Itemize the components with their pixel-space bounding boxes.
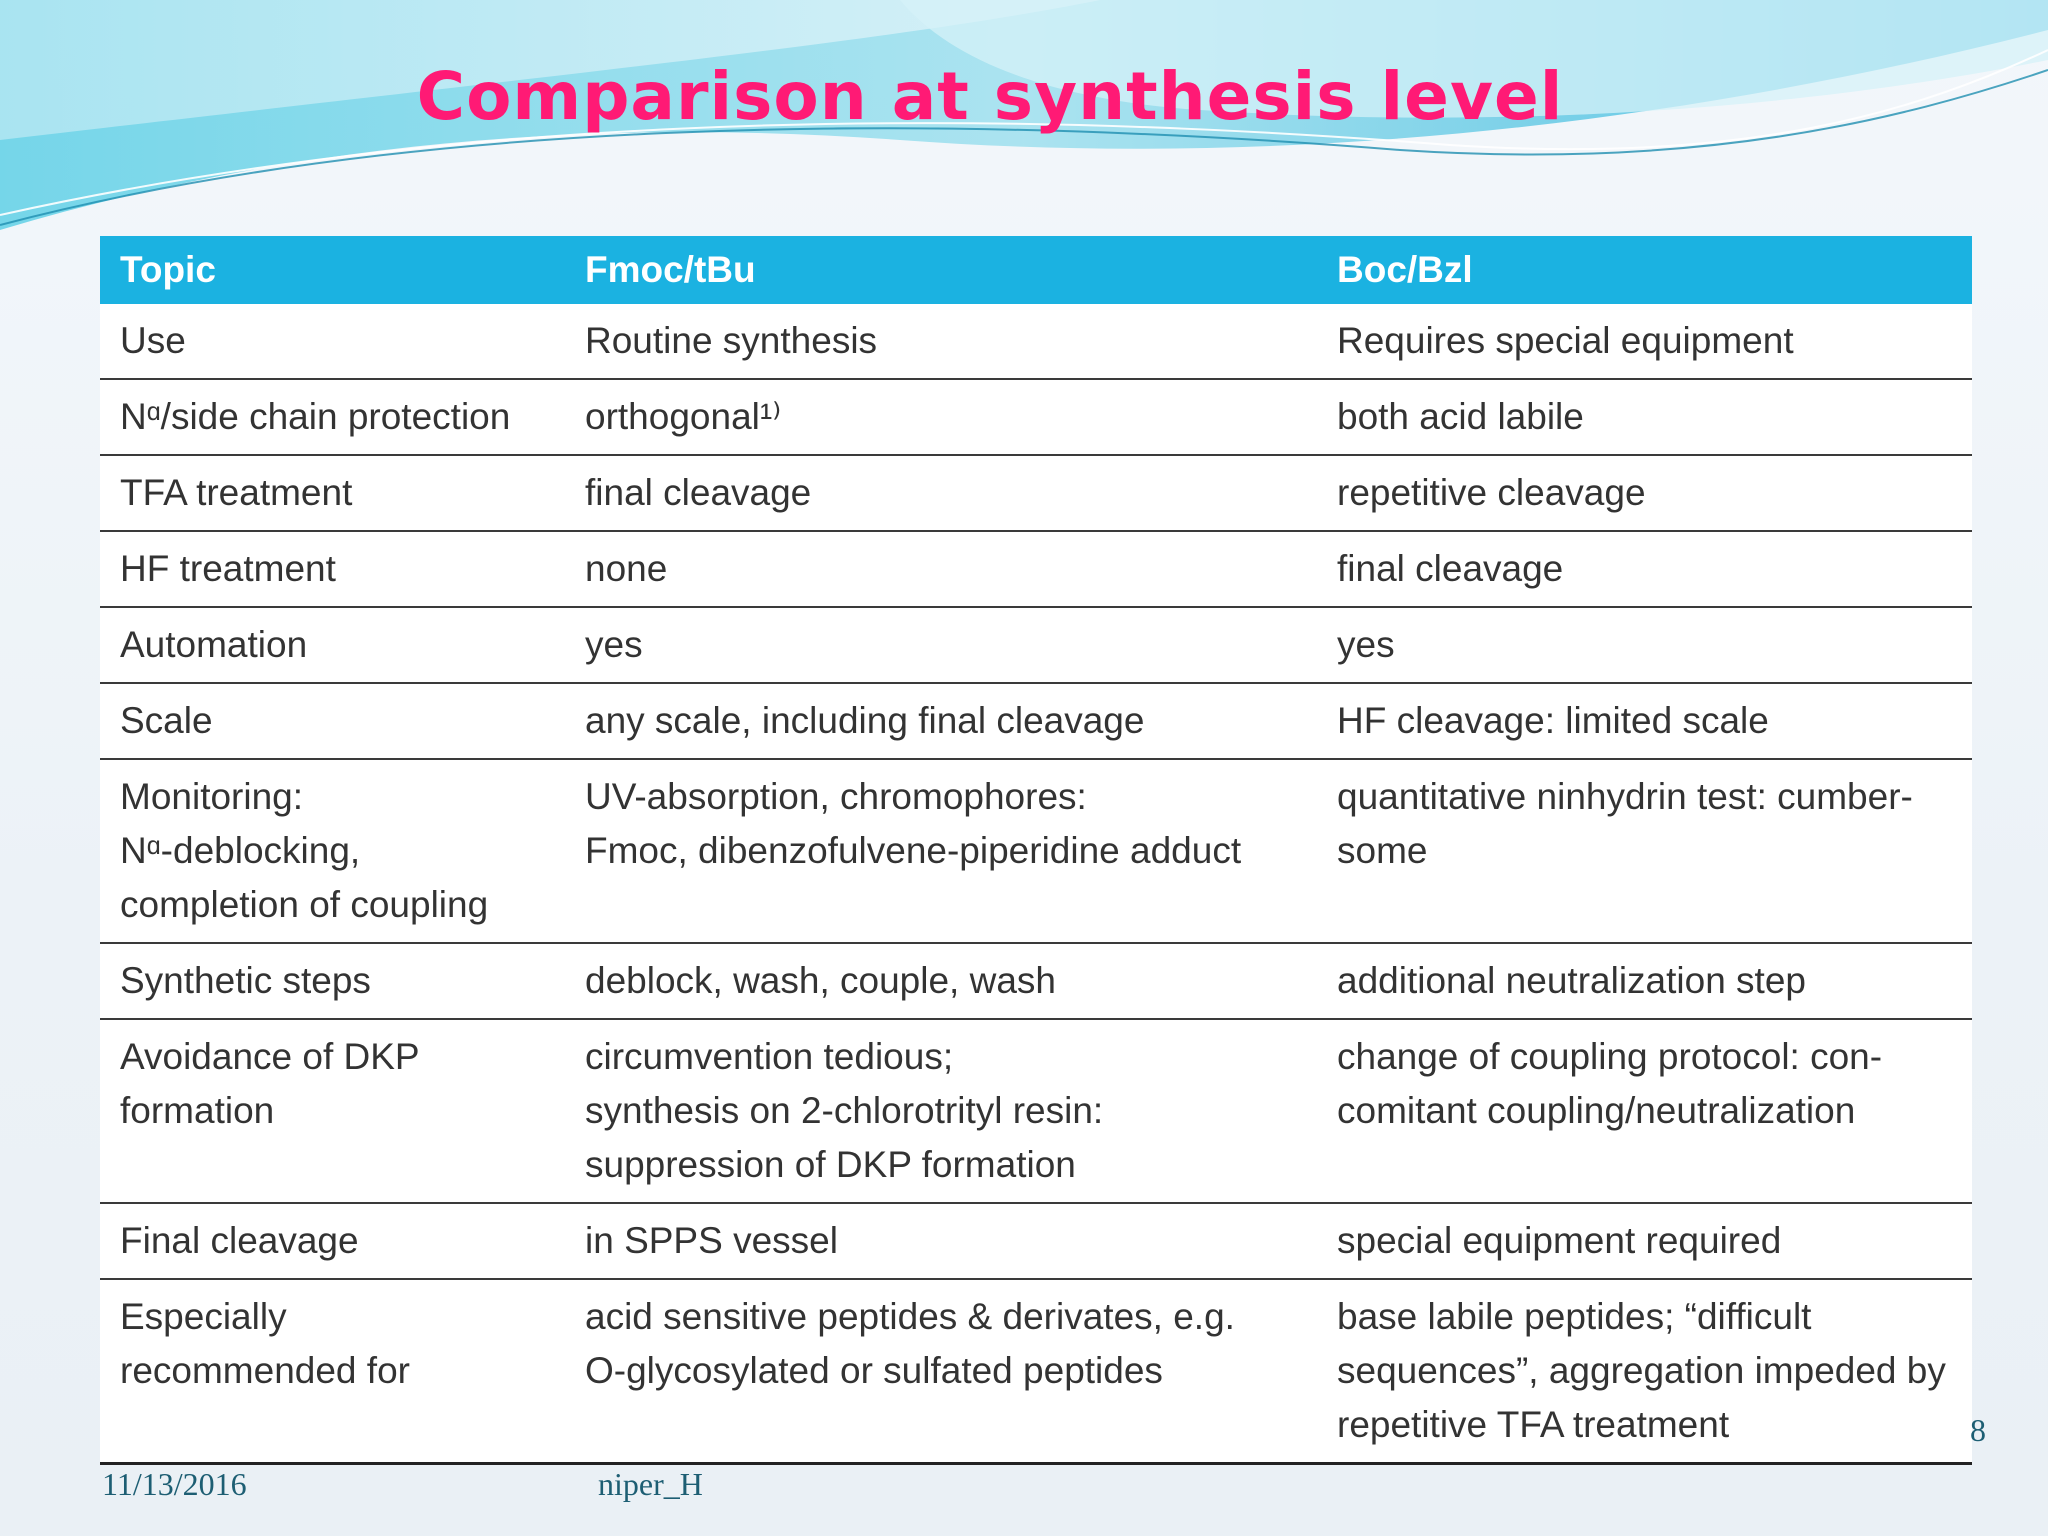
table-row bbox=[100, 304, 1972, 379]
table-cell-topic: TFA treatment bbox=[100, 455, 565, 531]
table-header-row bbox=[100, 236, 1972, 304]
table-row bbox=[100, 1203, 1972, 1279]
table-cell-fmoc: final cleavage bbox=[565, 455, 1317, 531]
table-cell-boc: quantitative ninhydrin test: cumber- some bbox=[1317, 759, 1972, 943]
table-cell-topic: Avoidance of DKP formation bbox=[100, 1019, 565, 1203]
comparison-table bbox=[100, 236, 1972, 1465]
table-cell-fmoc: acid sensitive peptides & derivates, e.g. O-glycosylated or sulfated peptides bbox=[565, 1279, 1317, 1464]
table-row bbox=[100, 1019, 1972, 1203]
table-row bbox=[100, 531, 1972, 607]
table-cell-topic: Scale bbox=[100, 683, 565, 759]
table-cell-fmoc: none bbox=[565, 531, 1317, 607]
table-row bbox=[100, 759, 1972, 943]
table-cell-topic: Nᵅ/side chain protection bbox=[100, 379, 565, 455]
table-cell-boc: yes bbox=[1317, 607, 1972, 683]
comparison-table-container bbox=[100, 236, 1972, 1465]
page-number: 8 bbox=[1970, 1412, 1986, 1448]
header-boc-bzl: Boc/Bzl bbox=[1337, 249, 1473, 290]
table-cell-boc: repetitive cleavage bbox=[1317, 455, 1972, 531]
table-cell-fmoc: circumvention tedious; synthesis on 2-chlorotrityl resin: suppression of DKP formation bbox=[565, 1019, 1317, 1203]
table-cell-boc: both acid labile bbox=[1317, 379, 1972, 455]
slide-title: Comparison at synthesis level bbox=[416, 58, 1564, 135]
table-cell-boc: base labile peptides; “difficult sequences”, aggregation impeded by repetitive TFA treatment bbox=[1317, 1279, 1972, 1464]
table-cell-fmoc: yes bbox=[565, 607, 1317, 683]
table-cell-topic: Automation bbox=[100, 607, 565, 683]
table-cell-fmoc: deblock, wash, couple, wash bbox=[565, 943, 1317, 1019]
table-cell-fmoc: in SPPS vessel bbox=[565, 1203, 1317, 1279]
table-cell-topic: Synthetic steps bbox=[100, 943, 565, 1019]
table-cell-topic: Use bbox=[100, 304, 565, 379]
header-fmoc-tbu: Fmoc/tBu bbox=[585, 249, 756, 290]
table-row bbox=[100, 379, 1972, 455]
table-cell-topic: Monitoring: Nᵅ-deblocking, completion of coupling bbox=[100, 759, 565, 943]
table-cell-boc: Requires special equipment bbox=[1317, 304, 1972, 379]
table-row bbox=[100, 1279, 1972, 1464]
table-row bbox=[100, 455, 1972, 531]
table-row bbox=[100, 607, 1972, 683]
table-cell-boc: additional neutralization step bbox=[1317, 943, 1972, 1019]
table-row bbox=[100, 683, 1972, 759]
table-cell-fmoc: orthogonal¹⁾ bbox=[565, 379, 1317, 455]
table-cell-boc: special equipment required bbox=[1317, 1203, 1972, 1279]
table-cell-fmoc: UV-absorption, chromophores: Fmoc, dibenzofulvene-piperidine adduct bbox=[565, 759, 1317, 943]
table-cell-boc: final cleavage bbox=[1317, 531, 1972, 607]
footer-date: 11/13/2016 bbox=[102, 1466, 247, 1502]
table-cell-topic: Especially recommended for bbox=[100, 1279, 565, 1464]
header-topic: Topic bbox=[120, 249, 216, 290]
table-row bbox=[100, 943, 1972, 1019]
table-cell-boc: change of coupling protocol: con- comitant coupling/neutralization bbox=[1317, 1019, 1972, 1203]
table-cell-boc: HF cleavage: limited scale bbox=[1317, 683, 1972, 759]
table-cell-fmoc: any scale, including final cleavage bbox=[565, 683, 1317, 759]
footer-author: niper_H bbox=[598, 1466, 703, 1502]
table-cell-topic: HF treatment bbox=[100, 531, 565, 607]
table-cell-fmoc: Routine synthesis bbox=[565, 304, 1317, 379]
table-cell-topic: Final cleavage bbox=[100, 1203, 565, 1279]
